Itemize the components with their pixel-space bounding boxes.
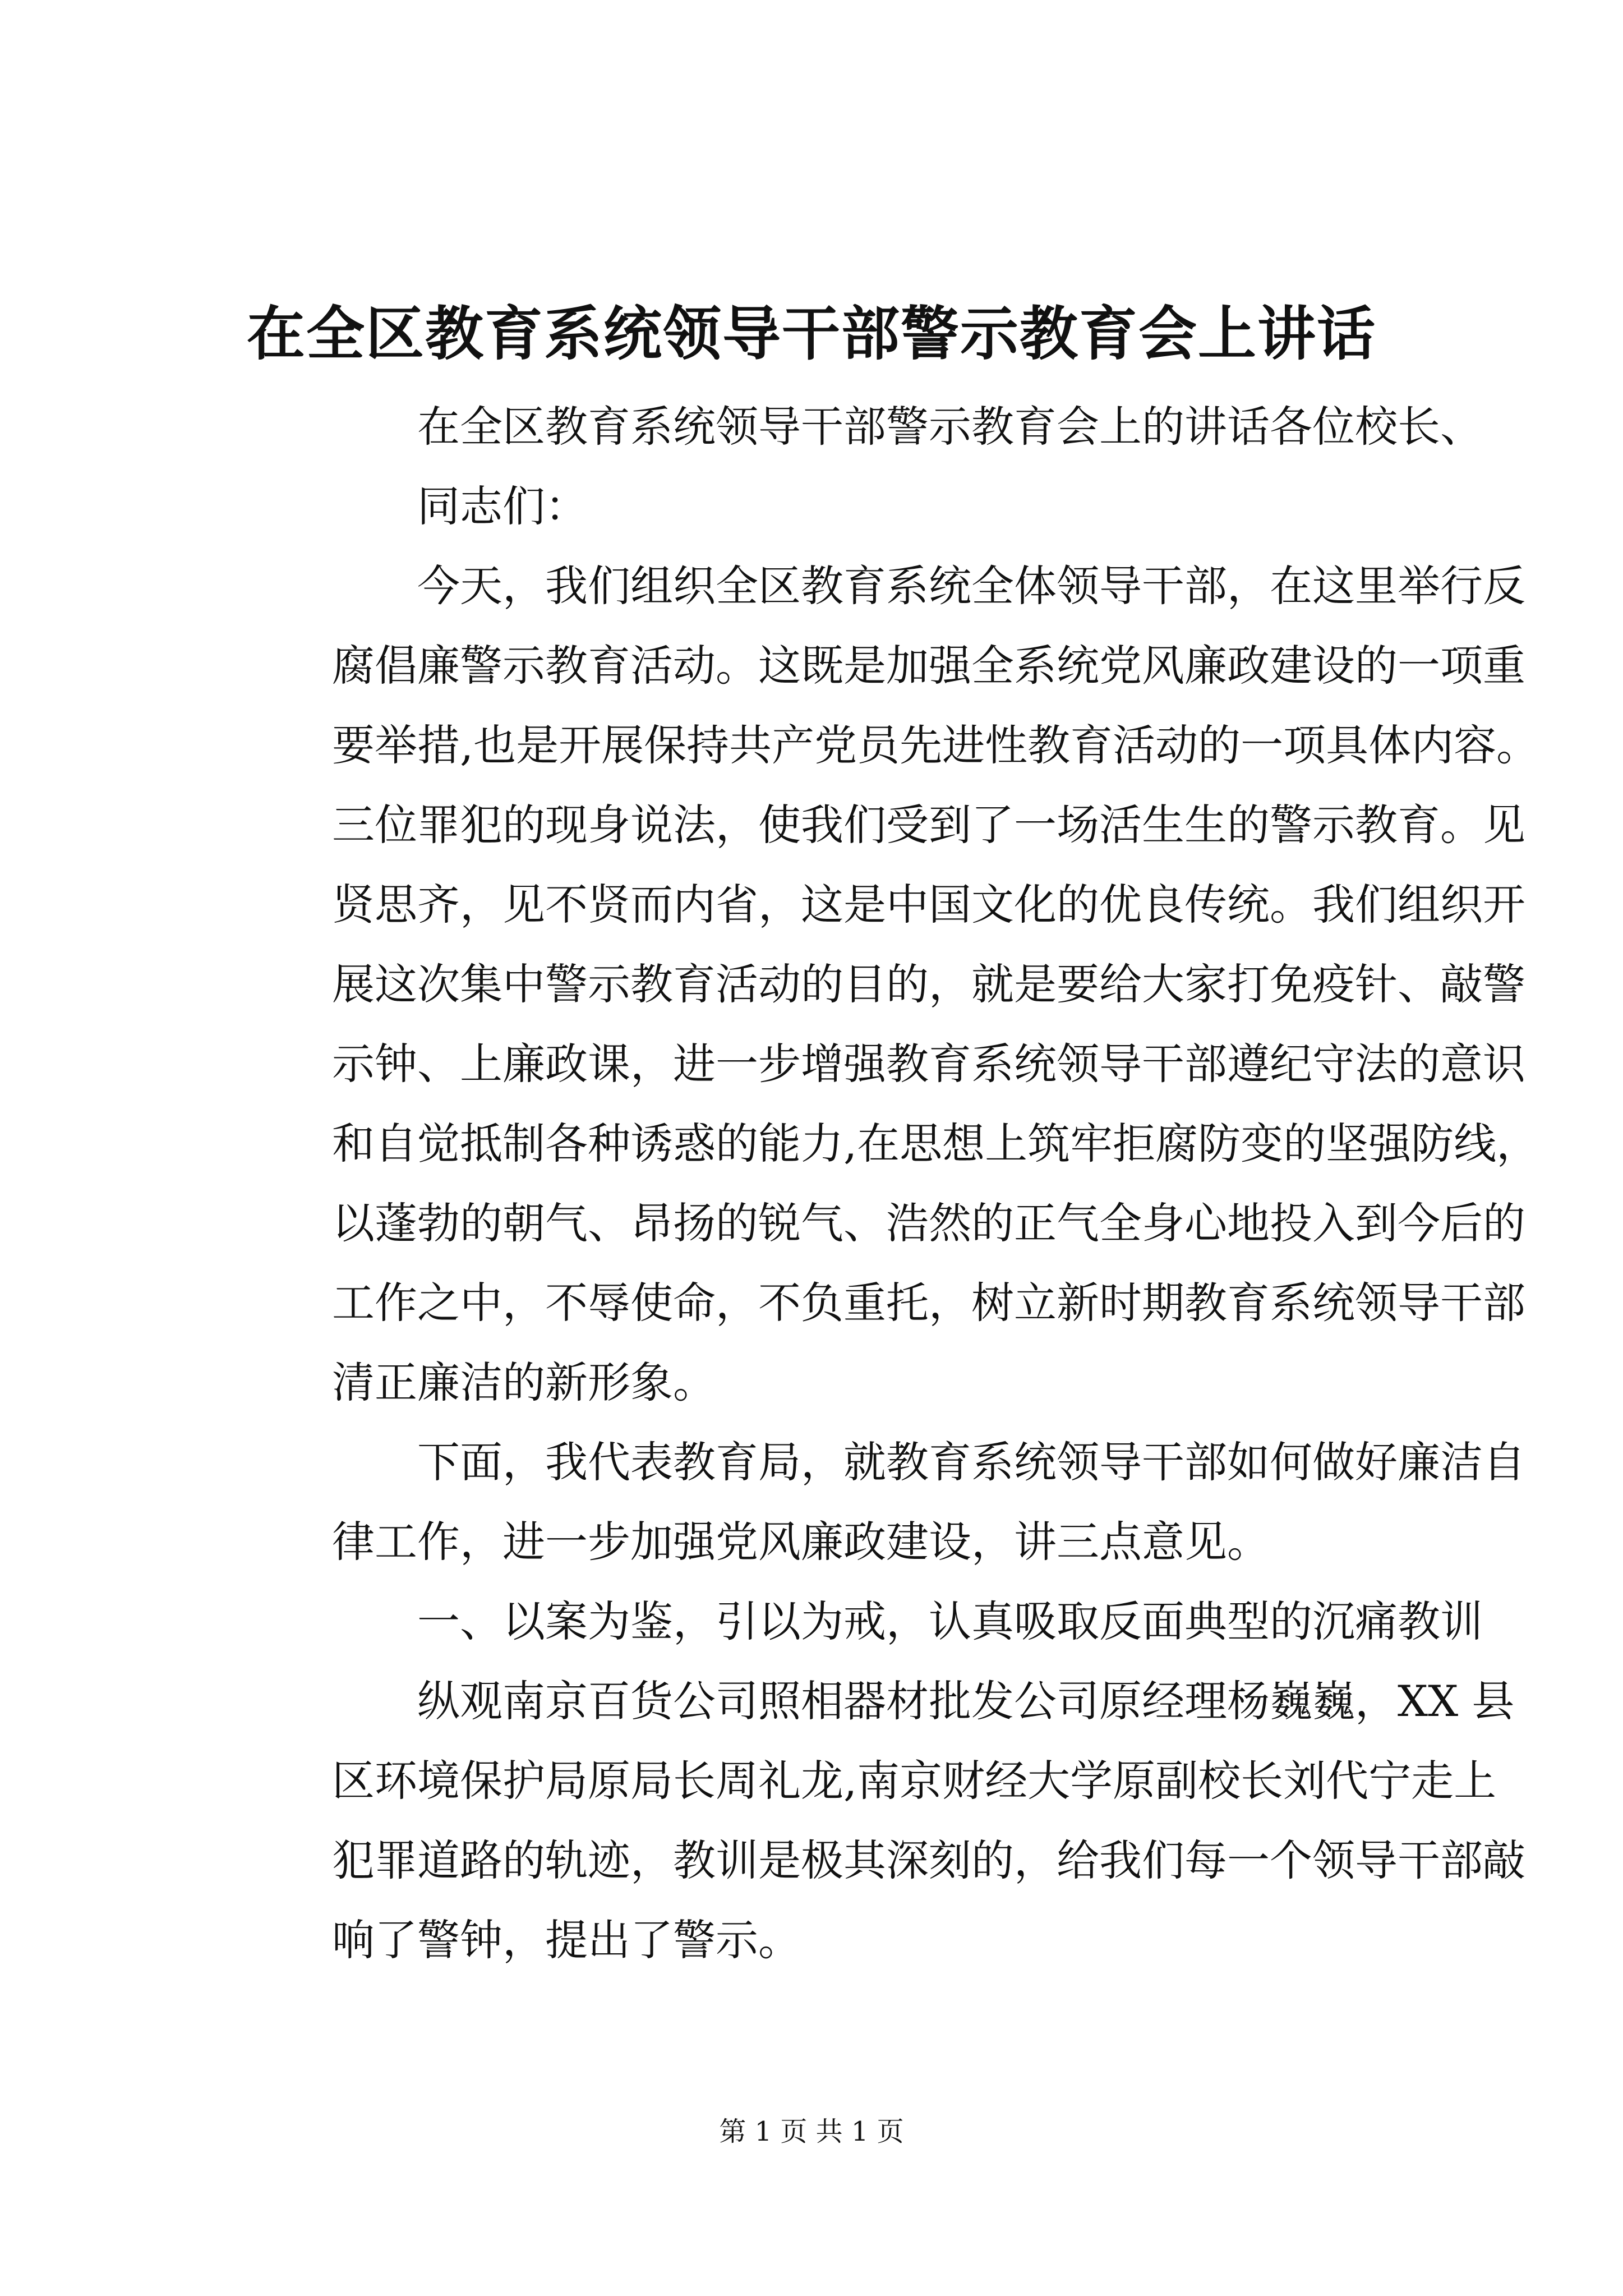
text-line: 下面，我代表教育局，就教育系统领导干部如何做好廉洁自: [417, 1437, 1525, 1487]
text-line: 纵观南京百货公司照相器材批发公司原经理杨巍巍，XX 县: [417, 1676, 1515, 1726]
text-line: 要举措,也是开展保持共产党员先进性教育活动的一项具体内容。: [332, 720, 1539, 770]
document-body: [247, 387, 1539, 1980]
text-line: 响了警钟，提出了警示。: [332, 1915, 801, 1965]
text-line: 和自觉抵制各种诱惑的能力,在思想上筑牢拒腐防变的坚强防线，: [332, 1119, 1539, 1168]
paragraph: [247, 1662, 1525, 1980]
text-line: 工作之中，不辱使命，不负重托，树立新时期教育系统领导干部: [332, 1278, 1525, 1328]
text-line: 区环境保护局原局长周礼龙,南京财经大学原副校长刘代宁走上: [332, 1756, 1497, 1806]
paragraph: [247, 387, 1483, 467]
text-line: 同志们：: [417, 481, 588, 531]
text-line: 今天，我们组织全区教育系统全体领导干部，在这里举行反: [417, 561, 1525, 611]
text-line: 腐倡廉警示教育活动。这既是加强全系统党风廉政建设的一项重: [332, 641, 1525, 691]
text-line: 三位罪犯的现身说法，使我们受到了一场活生生的警示教育。见: [332, 800, 1525, 850]
section-heading: [247, 1582, 1483, 1662]
text-line: 在全区教育系统领导干部警示教育会上的讲话各位校长、: [417, 402, 1483, 452]
document-title: 在全区教育系统领导干部警示教育会上讲话: [246, 299, 1376, 368]
text-line: 示钟、上廉政课，进一步增强教育系统领导干部遵纪守法的意识: [332, 1039, 1525, 1089]
page-footer: 第 1 页 共 1 页: [719, 2116, 904, 2147]
paragraph: [247, 546, 1539, 1423]
paragraph: [247, 1423, 1525, 1582]
text-line: 一、以案为鉴，引以为戒，认真吸取反面典型的沉痛教训: [417, 1596, 1483, 1646]
text-line: 犯罪道路的轨迹，教训是极其深刻的，给我们每一个领导干部敲: [332, 1835, 1525, 1885]
text-line: 以蓬勃的朝气、昂扬的锐气、浩然的正气全身心地投入到今后的: [332, 1198, 1525, 1248]
text-line: 贤思齐，见不贤而内省，这是中国文化的优良传统。我们组织开: [332, 880, 1525, 930]
text-line: 律工作，进一步加强党风廉政建设，讲三点意见。: [332, 1517, 1270, 1567]
text-line: 展这次集中警示教育活动的目的，就是要给大家打免疫针、敲警: [332, 959, 1525, 1009]
text-line: 清正廉洁的新形象。: [332, 1358, 716, 1407]
paragraph: [247, 467, 1413, 546]
